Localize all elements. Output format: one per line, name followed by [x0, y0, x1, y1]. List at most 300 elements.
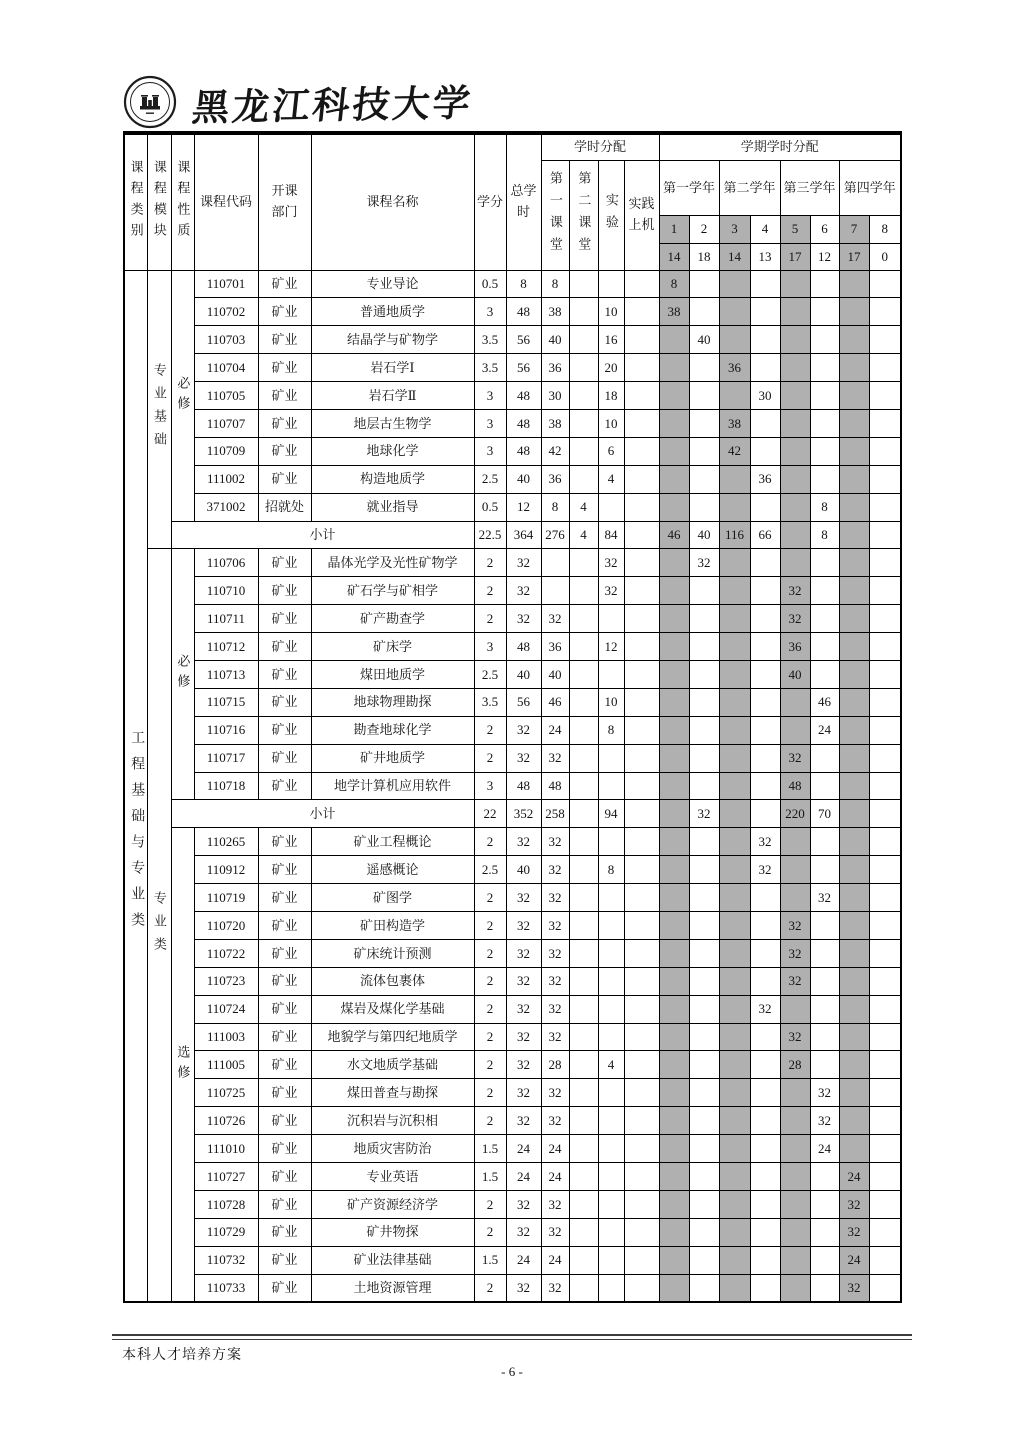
semester-2-cell: [689, 1023, 719, 1051]
subtotal-second-classroom-cell: [569, 800, 598, 828]
semester-2-cell: [689, 884, 719, 912]
semester-4-cell: 32: [750, 995, 780, 1023]
course-name-cell: 结晶学与矿物学: [311, 326, 474, 354]
second-classroom-cell: [569, 549, 598, 577]
semester-5-cell: [780, 1107, 810, 1135]
semester-3-cell: [719, 1274, 750, 1302]
semester-7-cell: [839, 1079, 869, 1107]
first-classroom-cell: 32: [541, 995, 569, 1023]
course-name-cell: 矿产勘查学: [311, 605, 474, 633]
semester-4-cell: [750, 326, 780, 354]
header-module: [147, 133, 171, 270]
subtotal-semester-4-cell: 66: [750, 521, 780, 549]
semester-5-cell: 32: [780, 939, 810, 967]
semester-1-cell: [659, 465, 689, 493]
subtotal-semester-3-cell: 116: [719, 521, 750, 549]
nature-cell-label: 选修: [175, 1044, 191, 1085]
semester-6-cell: [810, 939, 839, 967]
credits-cell: 3: [474, 382, 506, 410]
semester-6-cell: 32: [810, 884, 839, 912]
course-code-cell: 110707: [194, 409, 258, 437]
semester-6-cell: 32: [810, 1079, 839, 1107]
semester-5-cell: 40: [780, 660, 810, 688]
semester-3-cell: [719, 1163, 750, 1191]
second-classroom-cell: [569, 967, 598, 995]
semester-6-cell: 24: [810, 1135, 839, 1163]
total-hours-cell: 48: [506, 409, 541, 437]
module-cell-label: 专业类: [151, 890, 167, 960]
semester-5-cell: [780, 688, 810, 716]
credits-cell: 2: [474, 911, 506, 939]
first-classroom-cell: 38: [541, 409, 569, 437]
semester-8-cell: [869, 744, 901, 772]
department-cell: 矿业: [258, 1274, 311, 1302]
semester-8-cell: [869, 1079, 901, 1107]
semester-2-cell: [689, 828, 719, 856]
subtotal-first-classroom-cell: 276: [541, 521, 569, 549]
header-second-classroom: [569, 160, 598, 270]
semester-5-cell: [780, 1135, 810, 1163]
course-code-cell: 110722: [194, 939, 258, 967]
department-cell: 矿业: [258, 1051, 311, 1079]
credits-cell: 2: [474, 744, 506, 772]
course-row: [124, 1107, 901, 1135]
semester-3-cell: [719, 633, 750, 661]
semester-6-cell: [810, 1190, 839, 1218]
semester-1-cell: [659, 772, 689, 800]
semester-4-cell: 32: [750, 856, 780, 884]
semester-5-cell: 32: [780, 577, 810, 605]
semester-4-cell: [750, 605, 780, 633]
experiment-cell: 18: [598, 382, 624, 410]
total-hours-cell: 32: [506, 911, 541, 939]
total-hours-cell: 48: [506, 633, 541, 661]
semester-1-cell: [659, 633, 689, 661]
semester-5-cell: [780, 828, 810, 856]
subtotal-semester-5-cell: 220: [780, 800, 810, 828]
practice-cell: [624, 409, 659, 437]
semester-4-cell: [750, 939, 780, 967]
semester-1-cell: [659, 939, 689, 967]
semester-7-cell: [839, 633, 869, 661]
semester-2-cell: [689, 1135, 719, 1163]
semester-2-cell: [689, 911, 719, 939]
semester-5-cell: 28: [780, 1051, 810, 1079]
semester-8-cell: [869, 1218, 901, 1246]
semester-8-cell: [869, 1163, 901, 1191]
subtotal-second-classroom-cell: 4: [569, 521, 598, 549]
experiment-cell: 4: [598, 465, 624, 493]
department-cell: 矿业: [258, 549, 311, 577]
credits-cell: 0.5: [474, 270, 506, 298]
semester-5-cell: 32: [780, 744, 810, 772]
semester-1-cell: [659, 1190, 689, 1218]
semester-8-cell: [869, 633, 901, 661]
department-cell: 矿业: [258, 884, 311, 912]
experiment-cell: 10: [598, 298, 624, 326]
semester-5-cell: 32: [780, 911, 810, 939]
semester-7-cell: [839, 856, 869, 884]
subtotal-credits-cell: 22.5: [474, 521, 506, 549]
first-classroom-cell: 32: [541, 1274, 569, 1302]
total-hours-cell: 32: [506, 1190, 541, 1218]
semester-8-cell: [869, 995, 901, 1023]
semester-1-cell: [659, 995, 689, 1023]
credits-cell: 2: [474, 605, 506, 633]
semester-7-cell: [839, 409, 869, 437]
experiment-cell: [598, 1218, 624, 1246]
course-row: [124, 1051, 901, 1079]
semester-4-cell: 36: [750, 465, 780, 493]
semester-3-cell: [719, 828, 750, 856]
department-cell: 矿业: [258, 605, 311, 633]
semester-8-cell: [869, 437, 901, 465]
credits-cell: 3.5: [474, 326, 506, 354]
semester-3-cell: [719, 1218, 750, 1246]
semester-2-cell: [689, 1246, 719, 1274]
semester-6-cell: [810, 298, 839, 326]
course-name-cell: 晶体光学及光性矿物学: [311, 549, 474, 577]
experiment-cell: 16: [598, 326, 624, 354]
first-classroom-cell: 32: [541, 1023, 569, 1051]
semester-2-cell: [689, 1079, 719, 1107]
subtotal-experiment-cell: 84: [598, 521, 624, 549]
total-hours-cell: 24: [506, 1163, 541, 1191]
course-code-cell: 110719: [194, 884, 258, 912]
department-cell: 矿业: [258, 660, 311, 688]
course-code-cell: 110265: [194, 828, 258, 856]
first-classroom-cell: 36: [541, 465, 569, 493]
subtotal-semester-5-cell: [780, 521, 810, 549]
semester-7-cell: [839, 1051, 869, 1079]
semester-8-cell: [869, 828, 901, 856]
semester-5-cell: 36: [780, 633, 810, 661]
practice-cell: [624, 382, 659, 410]
credits-cell: 1.5: [474, 1135, 506, 1163]
semester-6-cell: [810, 744, 839, 772]
first-classroom-cell: 32: [541, 1190, 569, 1218]
header-weeks-3: 14: [719, 243, 750, 270]
semester-3-cell: [719, 660, 750, 688]
semester-2-cell: 40: [689, 326, 719, 354]
semester-4-cell: [750, 716, 780, 744]
semester-7-cell: [839, 493, 869, 521]
semester-7-cell: 32: [839, 1218, 869, 1246]
semester-8-cell: [869, 1135, 901, 1163]
second-classroom-cell: [569, 1218, 598, 1246]
experiment-cell: [598, 995, 624, 1023]
experiment-cell: 12: [598, 633, 624, 661]
semester-7-cell: [839, 577, 869, 605]
semester-6-cell: [810, 465, 839, 493]
curriculum-table: [123, 131, 902, 1303]
semester-7-cell: [839, 354, 869, 382]
header-semester-1: 1: [659, 215, 689, 243]
header-total-hours: [506, 133, 541, 270]
course-name-cell: 地质灾害防治: [311, 1135, 474, 1163]
semester-7-cell: [839, 382, 869, 410]
semester-5-cell: [780, 1190, 810, 1218]
experiment-cell: 6: [598, 437, 624, 465]
first-classroom-cell: 38: [541, 298, 569, 326]
total-hours-cell: 56: [506, 688, 541, 716]
first-classroom-cell: 30: [541, 382, 569, 410]
practice-cell: [624, 1079, 659, 1107]
practice-cell: [624, 884, 659, 912]
semester-6-cell: [810, 660, 839, 688]
practice-cell: [624, 605, 659, 633]
semester-5-cell: [780, 437, 810, 465]
semester-4-cell: [750, 1274, 780, 1302]
credits-cell: 2: [474, 828, 506, 856]
semester-6-cell: [810, 1274, 839, 1302]
course-row: [124, 688, 901, 716]
course-code-cell: 110720: [194, 911, 258, 939]
experiment-cell: [598, 493, 624, 521]
course-name-cell: 煤田地质学: [311, 660, 474, 688]
semester-3-cell: [719, 911, 750, 939]
course-code-cell: 110701: [194, 270, 258, 298]
first-classroom-cell: 32: [541, 828, 569, 856]
semester-6-cell: [810, 1051, 839, 1079]
header-nature: [171, 133, 194, 270]
semester-6-cell: [810, 967, 839, 995]
semester-7-cell: [839, 660, 869, 688]
semester-7-cell: [839, 326, 869, 354]
semester-1-cell: 38: [659, 298, 689, 326]
semester-5-cell: [780, 884, 810, 912]
credits-cell: 2: [474, 1190, 506, 1218]
practice-cell: [624, 437, 659, 465]
course-name-cell: 矿田构造学: [311, 911, 474, 939]
total-hours-cell: 32: [506, 939, 541, 967]
course-row: [124, 995, 901, 1023]
total-hours-cell: 40: [506, 465, 541, 493]
semester-3-cell: [719, 270, 750, 298]
semester-3-cell: [719, 688, 750, 716]
subtotal-credits-cell: 22: [474, 800, 506, 828]
first-classroom-cell: 32: [541, 1218, 569, 1246]
second-classroom-cell: [569, 688, 598, 716]
semester-3-cell: [719, 382, 750, 410]
total-hours-cell: 56: [506, 354, 541, 382]
semester-2-cell: [689, 660, 719, 688]
footer-label: 本科人才培养方案: [122, 1348, 242, 1363]
course-name-cell: 矿井物探: [311, 1218, 474, 1246]
semester-1-cell: [659, 1135, 689, 1163]
semester-5-cell: [780, 1079, 810, 1107]
second-classroom-cell: [569, 1135, 598, 1163]
course-name-cell: 地球化学: [311, 437, 474, 465]
second-classroom-cell: [569, 1051, 598, 1079]
department-cell: 招就处: [258, 493, 311, 521]
practice-cell: [624, 1163, 659, 1191]
practice-cell: [624, 1135, 659, 1163]
credits-cell: 2: [474, 1107, 506, 1135]
semester-5-cell: [780, 493, 810, 521]
semester-8-cell: [869, 1190, 901, 1218]
header-weeks-4: 13: [750, 243, 780, 270]
semester-3-cell: [719, 1051, 750, 1079]
nature-cell: [171, 828, 194, 1302]
semester-8-cell: [869, 688, 901, 716]
second-classroom-cell: [569, 744, 598, 772]
semester-2-cell: [689, 493, 719, 521]
semester-2-cell: [689, 298, 719, 326]
semester-3-cell: [719, 884, 750, 912]
semester-1-cell: [659, 967, 689, 995]
practice-cell: [624, 828, 659, 856]
course-code-cell: 110713: [194, 660, 258, 688]
experiment-cell: [598, 772, 624, 800]
semester-7-cell: [839, 967, 869, 995]
course-name-cell: 岩石学Ⅱ: [311, 382, 474, 410]
semester-5-cell: [780, 716, 810, 744]
semester-8-cell: [869, 409, 901, 437]
total-hours-cell: 32: [506, 1218, 541, 1246]
credits-cell: 2: [474, 967, 506, 995]
department-cell: 矿业: [258, 1107, 311, 1135]
course-code-cell: 110706: [194, 549, 258, 577]
total-hours-cell: 32: [506, 967, 541, 995]
practice-cell: [624, 1190, 659, 1218]
semester-1-cell: [659, 437, 689, 465]
semester-4-cell: [750, 298, 780, 326]
semester-4-cell: [750, 1246, 780, 1274]
department-cell: 矿业: [258, 856, 311, 884]
second-classroom-cell: [569, 716, 598, 744]
department-cell: 矿业: [258, 772, 311, 800]
semester-4-cell: [750, 577, 780, 605]
subtotal-practice-cell: [624, 521, 659, 549]
credits-cell: 3: [474, 772, 506, 800]
semester-5-cell: [780, 549, 810, 577]
course-row: [124, 772, 901, 800]
course-row: [124, 354, 901, 382]
first-classroom-cell: 24: [541, 1135, 569, 1163]
semester-1-cell: [659, 1107, 689, 1135]
experiment-cell: [598, 1107, 624, 1135]
semester-2-cell: [689, 688, 719, 716]
semester-6-cell: [810, 1163, 839, 1191]
semester-8-cell: [869, 298, 901, 326]
semester-3-cell: [719, 995, 750, 1023]
semester-3-cell: [719, 549, 750, 577]
department-cell: 矿业: [258, 354, 311, 382]
module-cell: [147, 549, 171, 1302]
first-classroom-cell: 36: [541, 354, 569, 382]
course-code-cell: 111010: [194, 1135, 258, 1163]
course-row: [124, 1079, 901, 1107]
header-first-classroom: [541, 160, 569, 270]
semester-1-cell: [659, 660, 689, 688]
semester-4-cell: [750, 549, 780, 577]
course-code-cell: 110724: [194, 995, 258, 1023]
course-code-cell: 110704: [194, 354, 258, 382]
first-classroom-cell: 32: [541, 605, 569, 633]
semester-6-cell: [810, 437, 839, 465]
second-classroom-cell: [569, 326, 598, 354]
subtotal-semester-8-cell: [869, 800, 901, 828]
course-row: [124, 605, 901, 633]
header-year-2: 第二学年: [719, 160, 780, 215]
semester-2-cell: [689, 1051, 719, 1079]
course-name-cell: 沉积岩与沉积相: [311, 1107, 474, 1135]
header-department-label: 开课部门: [271, 183, 298, 220]
header-year-1: 第一学年: [659, 160, 719, 215]
semester-5-cell: [780, 856, 810, 884]
subtotal-label-cell: 小计: [171, 800, 474, 828]
semester-3-cell: [719, 856, 750, 884]
total-hours-cell: 56: [506, 326, 541, 354]
second-classroom-cell: 4: [569, 493, 598, 521]
course-name-cell: 矿石学与矿相学: [311, 577, 474, 605]
course-code-cell: 110723: [194, 967, 258, 995]
semester-1-cell: [659, 549, 689, 577]
course-name-cell: 矿床统计预测: [311, 939, 474, 967]
course-name-cell: 就业指导: [311, 493, 474, 521]
university-logo-icon: [123, 75, 177, 129]
header-semester-8: 8: [869, 215, 901, 243]
semester-7-cell: [839, 828, 869, 856]
subtotal-semester-7-cell: [839, 800, 869, 828]
department-cell: 矿业: [258, 939, 311, 967]
course-name-cell: 地球物理勘探: [311, 688, 474, 716]
semester-2-cell: [689, 270, 719, 298]
first-classroom-cell: 48: [541, 772, 569, 800]
semester-6-cell: [810, 1023, 839, 1051]
semester-4-cell: [750, 493, 780, 521]
department-cell: 矿业: [258, 828, 311, 856]
subtotal-semester-6-cell: 8: [810, 521, 839, 549]
semester-4-cell: [750, 688, 780, 716]
subtotal-first-classroom-cell: 258: [541, 800, 569, 828]
first-classroom-cell: 32: [541, 856, 569, 884]
header-module-label: 课程模块: [151, 160, 167, 245]
semester-8-cell: [869, 884, 901, 912]
semester-3-cell: [719, 1107, 750, 1135]
course-code-cell: 111003: [194, 1023, 258, 1051]
practice-cell: [624, 354, 659, 382]
header-semester-6: 6: [810, 215, 839, 243]
semester-8-cell: [869, 939, 901, 967]
course-code-cell: 110709: [194, 437, 258, 465]
semester-3-cell: 42: [719, 437, 750, 465]
nature-cell: [171, 549, 194, 800]
semester-6-cell: 8: [810, 493, 839, 521]
second-classroom-cell: [569, 1190, 598, 1218]
experiment-cell: [598, 1023, 624, 1051]
course-row: [124, 1135, 901, 1163]
semester-3-cell: [719, 605, 750, 633]
header-weeks-6: 12: [810, 243, 839, 270]
university-name: 黑龙江科技大学: [190, 83, 475, 130]
header-credits: 学分: [474, 133, 506, 270]
course-row: [124, 911, 901, 939]
semester-7-cell: 24: [839, 1163, 869, 1191]
experiment-cell: 8: [598, 716, 624, 744]
second-classroom-cell: [569, 354, 598, 382]
course-name-cell: 勘查地球化学: [311, 716, 474, 744]
practice-cell: [624, 939, 659, 967]
header-total-hours-label: 总学时: [510, 183, 537, 220]
subtotal-semester-2-cell: 40: [689, 521, 719, 549]
semester-1-cell: [659, 1079, 689, 1107]
total-hours-cell: 40: [506, 856, 541, 884]
semester-4-cell: [750, 270, 780, 298]
total-hours-cell: 8: [506, 270, 541, 298]
course-row: [124, 967, 901, 995]
